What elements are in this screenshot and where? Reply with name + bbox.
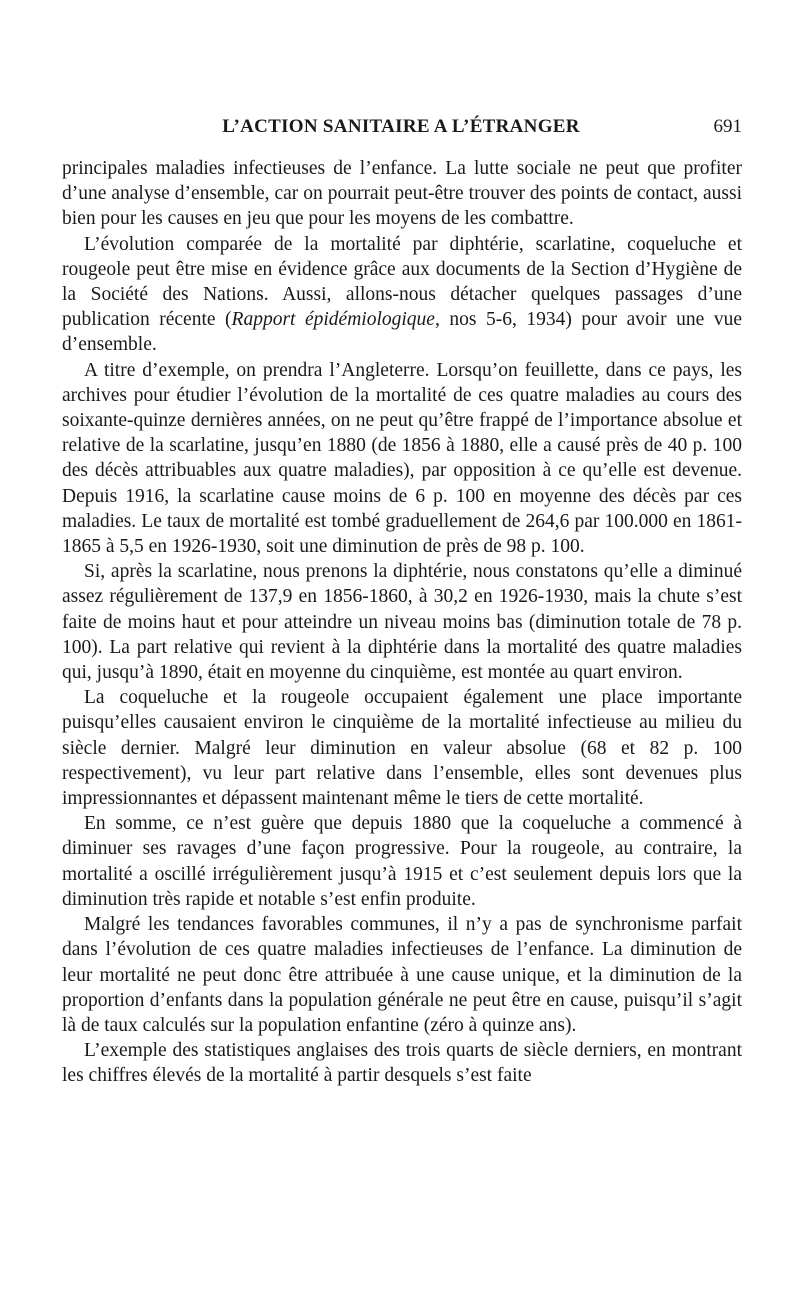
paragraph-2-text-before: L’évolution comparée de la mortalité par diphtérie, scarlatine, coqueluche et rougeole peut être mise en évidence grâce aux documents de la Section d’Hygiène de la Société des Nations. Aussi, allons-nous détacher quelques passages d’une publication récente ( [62, 233, 742, 331]
paragraph-8: L’exemple des statistiques anglaises des trois quarts de siècle derniers, en montrant les chiffres élevés de la mortalité à partir desquels s’est faite [62, 1040, 742, 1087]
paragraph-7: Malgré les tendances favorables communes, il n’y a pas de synchronisme parfait dans l’évolution de ces quatre maladies infectieuses de l’enfance. La diminution de leur mortalité ne peut donc être attribuée à une cause unique, et la diminution de la proportion d’enfants dans la population générale ne peut être en cause, puisqu’il s’agit là de taux calculés sur la population enfantine (zéro à quinze ans). [62, 914, 742, 1036]
paragraph-6: En somme, ce n’est guère que depuis 1880 que la coqueluche a commencé à diminuer ses ravages d’une façon progressive. Pour la rougeole, au contraire, la mortalité a oscillé irrégulièrement jusqu’à 1915 et c’est seulement depuis lors que la diminution très rapide et notable s’est enfin produite. [62, 813, 742, 910]
publication-title: Rapport épidémiologique, [231, 309, 440, 331]
paragraph-5: La coqueluche et la rougeole occupaient également une place importante puisqu’elles causaient environ le cinquième de la mortalité infectieuse au milieu du siècle dernier. Malgré leur diminution en valeur absolue (68 et 82 p. 100 respectivement), vu leur part relative dans l’ensemble, elles sont devenues plus impressionnantes et dépassent maintenant même le tiers de cette mortalité. [62, 687, 742, 810]
page-header [60, 116, 742, 140]
paragraph-2-text-after: nos 5-6, 1934) pour avoir une vue d’ensemble. [62, 309, 742, 356]
page-number: 691 [713, 116, 742, 137]
body-text [62, 156, 742, 1089]
paragraph-3: A titre d’exemple, on prendra l’Angleterre. Lorsqu’on feuillette, dans ce pays, les archives pour étudier l’évolution de la mortalité de ces quatre maladies au cours des soixante-quinze dernières années, on ne peut qu’être frappé de l’importance absolue et relative de la scarlatine, jusqu’en 1880 (de 1856 à 1880, elle a causé près de 40 p. 100 des décès attribuables aux quatre maladies), par opposition à ce qu’elle est devenue. Depuis 1916, la scarlatine cause moins de 6 p. 100 en moyenne des décès par ces maladies. Le taux de mortalité est tombé graduellement de 264,6 par 100.000 en 1861-1865 à 5,5 en 1926-1930, soit une diminution de près de 98 p. 100. [62, 359, 742, 558]
paragraph-4: Si, après la scarlatine, nous prenons la diphtérie, nous constatons qu’elle a diminué assez régulièrement de 137,9 en 1856-1860, à 30,2 en 1926-1930, mais la chute s’est faite de moins haut et pour atteindre un niveau moins bas (diminution totale de 78 p. 100). La part relative qui revient à la diphtérie dans la mortalité des quatre maladies qui, jusqu’à 1890, était en moyenne du cinquième, est montée au quart environ. [62, 561, 742, 684]
paragraph-2 [62, 232, 742, 358]
running-title: L’ACTION SANITAIRE A L’ÉTRANGER [222, 116, 580, 137]
paragraph-1: principales maladies infectieuses de l’enfance. La lutte sociale ne peut que profiter d’une analyse d’ensemble, car on pourrait peut-être trouver des points de contact, aussi bien pour les causes en jeu que pour les moyens de les combattre. [62, 158, 742, 230]
